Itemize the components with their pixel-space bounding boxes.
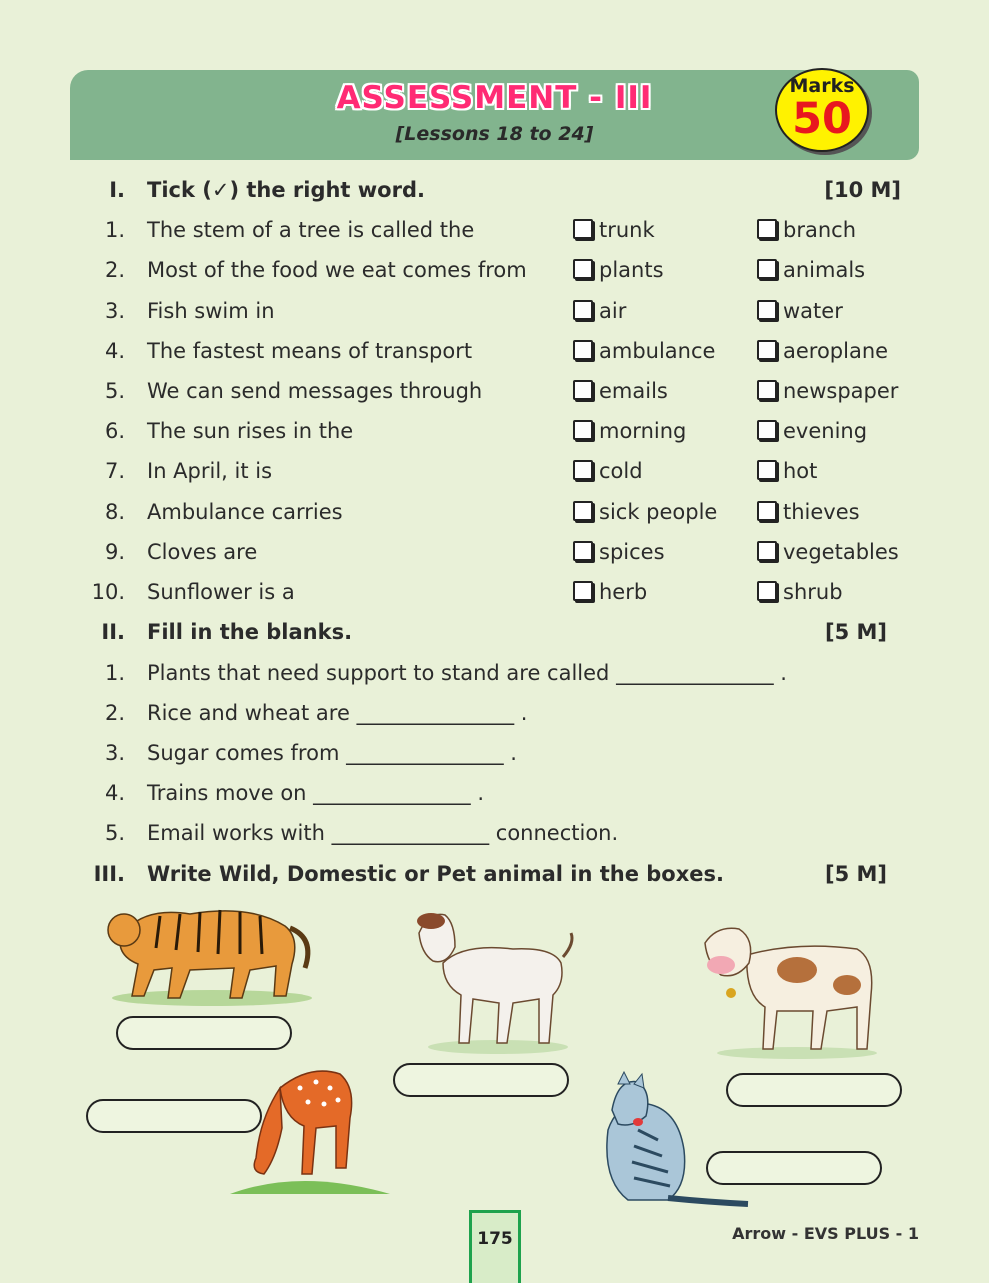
option-label: spices — [599, 540, 665, 564]
question-number: 2. — [104, 258, 125, 282]
page-number: 175 — [477, 1229, 513, 1249]
section-number: I. — [109, 178, 125, 202]
marks-badge — [775, 68, 869, 152]
option-b[interactable] — [757, 296, 843, 326]
goat-illustration — [403, 903, 578, 1058]
checkbox-icon[interactable] — [757, 460, 777, 480]
option-label: newspaper — [783, 379, 899, 403]
option-label: animals — [783, 258, 866, 282]
option-label: aeroplane — [783, 339, 889, 363]
question-row — [0, 255, 989, 285]
checkbox-icon[interactable] — [757, 300, 777, 320]
option-label: emails — [599, 379, 668, 403]
question-number: 3. — [104, 741, 125, 765]
answer-box-goat[interactable] — [393, 1063, 569, 1097]
question-text: The sun rises in the — [147, 419, 354, 443]
deer-illustration — [220, 1048, 395, 1200]
question-number: 4. — [104, 781, 125, 805]
question-number: 5. — [104, 379, 125, 403]
option-label: air — [599, 299, 627, 323]
question-row — [0, 215, 989, 245]
section-title: Write Wild, Domestic or Pet animal in the boxes. — [147, 862, 724, 886]
option-a[interactable] — [573, 376, 668, 406]
option-a[interactable] — [573, 336, 715, 366]
question-row — [0, 336, 989, 366]
page-title: ASSESSMENT - III — [336, 80, 653, 116]
blank-row — [0, 658, 989, 688]
section-title: Fill in the blanks. — [147, 620, 353, 644]
question-row — [0, 537, 989, 567]
question-number: 3. — [104, 299, 125, 323]
question-number: 8. — [104, 500, 125, 524]
option-label: herb — [599, 580, 648, 604]
option-a[interactable] — [573, 255, 664, 285]
question-row — [0, 416, 989, 446]
checkbox-icon[interactable] — [757, 259, 777, 279]
option-label: thieves — [783, 500, 860, 524]
checkbox-icon[interactable] — [573, 420, 593, 440]
option-b[interactable] — [757, 537, 899, 567]
option-label: ambulance — [599, 339, 716, 363]
question-text: The fastest means of transport — [147, 339, 473, 363]
option-label: sick people — [599, 500, 718, 524]
option-a[interactable] — [573, 416, 686, 446]
question-number: 1. — [104, 218, 125, 242]
option-b[interactable] — [757, 336, 888, 366]
section-marks: [5 M] — [824, 620, 887, 644]
section-2-heading — [0, 617, 989, 647]
marks-value: 50 — [792, 94, 852, 144]
cat-illustration — [588, 1070, 756, 1212]
question-row — [0, 497, 989, 527]
question-text[interactable]: Email works with _______________ connection. — [147, 821, 619, 845]
option-label: cold — [599, 459, 643, 483]
question-text: In April, it is — [147, 459, 273, 483]
section-marks: [10 M] — [824, 178, 901, 202]
section-1-heading — [0, 175, 989, 205]
checkbox-icon[interactable] — [757, 501, 777, 521]
question-number: 10. — [91, 580, 125, 604]
section-number: II. — [101, 620, 125, 644]
question-text: The stem of a tree is called the — [147, 218, 475, 242]
option-b[interactable] — [757, 577, 843, 607]
question-text: Most of the food we eat comes from — [147, 258, 527, 282]
option-a[interactable] — [573, 577, 647, 607]
question-text[interactable]: Trains move on _______________ . — [147, 781, 485, 805]
checkbox-icon[interactable] — [573, 581, 593, 601]
option-b[interactable] — [757, 376, 898, 406]
checkbox-icon[interactable] — [757, 380, 777, 400]
checkbox-icon[interactable] — [757, 340, 777, 360]
page-subtitle: [Lessons 18 to 24] — [395, 123, 594, 145]
option-a[interactable] — [573, 215, 655, 245]
blank-row — [0, 698, 989, 728]
section-title: Tick (✓) the right word. — [147, 178, 425, 202]
question-text: Fish swim in — [147, 299, 275, 323]
option-a[interactable] — [573, 296, 626, 326]
question-row — [0, 376, 989, 406]
option-label: vegetables — [783, 540, 899, 564]
question-row — [0, 456, 989, 486]
blank-row — [0, 778, 989, 808]
option-b[interactable] — [757, 255, 865, 285]
option-label: hot — [783, 459, 818, 483]
question-number: 5. — [104, 821, 125, 845]
option-label: trunk — [599, 218, 655, 242]
question-number: 1. — [104, 661, 125, 685]
option-label: branch — [783, 218, 856, 242]
question-number: 6. — [104, 419, 125, 443]
option-label: morning — [599, 419, 687, 443]
option-b[interactable] — [757, 215, 856, 245]
question-number: 4. — [104, 339, 125, 363]
question-text[interactable]: Rice and wheat are _______________ . — [147, 701, 528, 725]
checkbox-icon[interactable] — [573, 501, 593, 521]
question-text[interactable]: Plants that need support to stand are called _______________ . — [147, 661, 787, 685]
option-label: evening — [783, 419, 868, 443]
question-text: Ambulance carries — [147, 500, 343, 524]
blank-row — [0, 738, 989, 768]
option-a[interactable] — [573, 497, 717, 527]
question-text: Cloves are — [147, 540, 258, 564]
checkbox-icon[interactable] — [757, 420, 777, 440]
marks-label: Marks — [789, 75, 855, 97]
question-row — [0, 577, 989, 607]
question-text: Sunflower is a — [147, 580, 295, 604]
checkbox-icon[interactable] — [573, 380, 593, 400]
checkbox-icon[interactable] — [573, 340, 593, 360]
option-b[interactable] — [757, 416, 867, 446]
option-a[interactable] — [573, 537, 665, 567]
option-b[interactable] — [757, 497, 860, 527]
option-label: water — [783, 299, 843, 323]
option-label: plants — [599, 258, 664, 282]
checkbox-icon[interactable] — [573, 300, 593, 320]
checkbox-icon[interactable] — [573, 259, 593, 279]
option-label: shrub — [783, 580, 843, 604]
option-b[interactable] — [757, 456, 817, 486]
book-footer: Arrow - EVS PLUS - 1 — [732, 1224, 919, 1243]
question-number: 9. — [104, 540, 125, 564]
question-text[interactable]: Sugar comes from _______________ . — [147, 741, 517, 765]
checkbox-icon[interactable] — [757, 581, 777, 601]
section-marks: [5 M] — [824, 862, 887, 886]
answer-box-tiger[interactable] — [116, 1016, 292, 1050]
option-a[interactable] — [573, 456, 643, 486]
answer-box-cat[interactable] — [706, 1151, 882, 1185]
checkbox-icon[interactable] — [573, 219, 593, 239]
section-3-heading — [0, 859, 989, 889]
checkbox-icon[interactable] — [573, 541, 593, 561]
cow-illustration — [697, 915, 885, 1060]
question-row — [0, 296, 989, 326]
tiger-illustration — [100, 898, 325, 1010]
checkbox-icon[interactable] — [757, 541, 777, 561]
question-text: We can send messages through — [147, 379, 483, 403]
checkbox-icon[interactable] — [573, 460, 593, 480]
page-number-box — [469, 1210, 521, 1283]
blank-row — [0, 818, 989, 848]
question-number: 7. — [104, 459, 125, 483]
section-number: III. — [93, 862, 125, 886]
question-number: 2. — [104, 701, 125, 725]
checkbox-icon[interactable] — [757, 219, 777, 239]
